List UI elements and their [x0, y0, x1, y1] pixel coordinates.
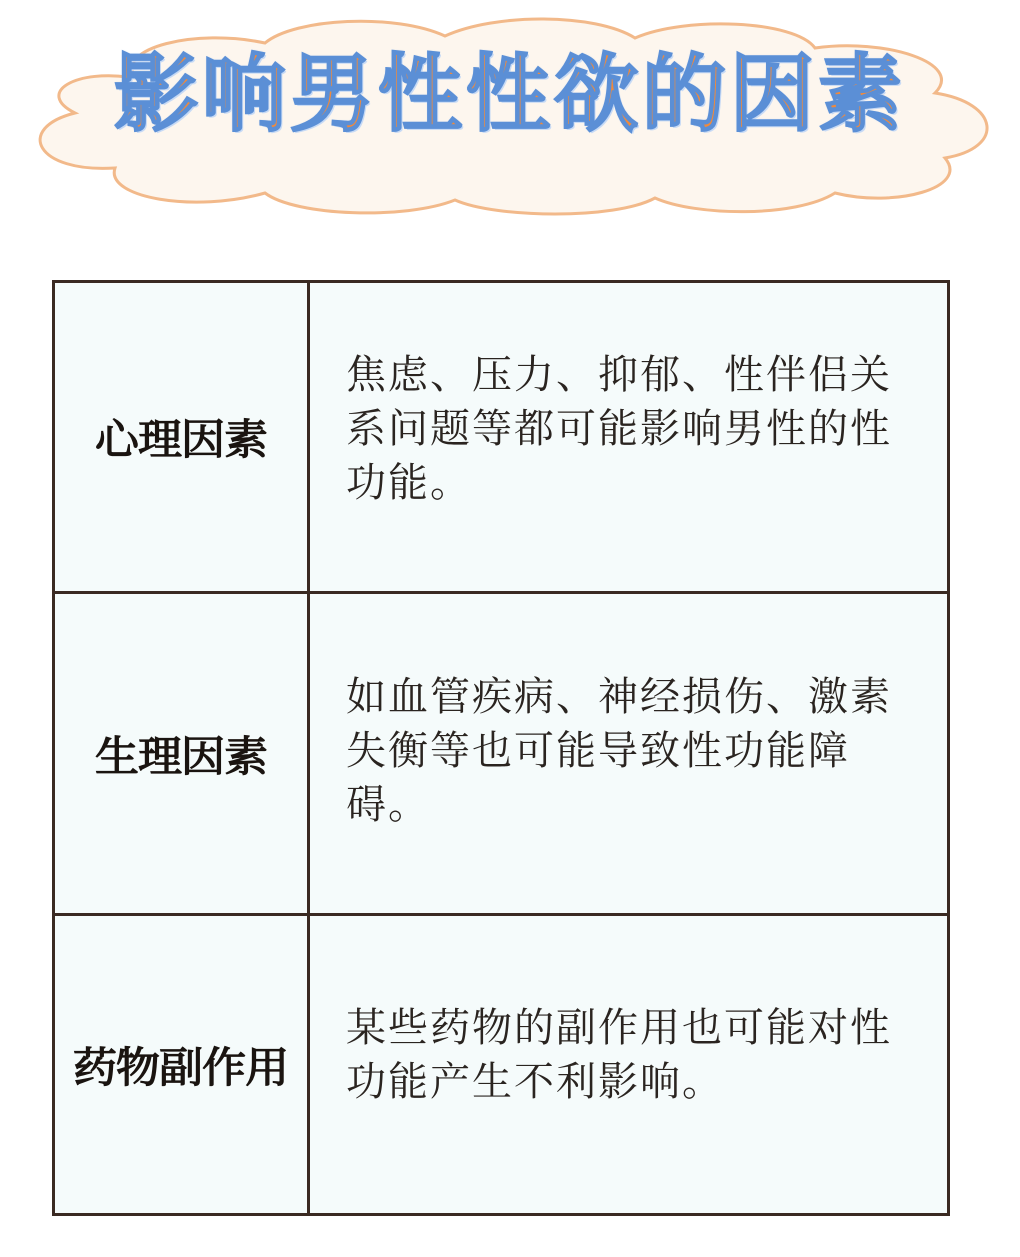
factor-description: 如血管疾病、神经损伤、激素失衡等也可能导致性功能障碍。 — [346, 673, 892, 828]
factor-label: 药物副作用 — [73, 1042, 289, 1092]
factor-label-cell — [55, 594, 310, 913]
factors-table — [52, 280, 950, 1216]
factor-label-cell — [55, 283, 310, 591]
factor-description-cell — [310, 594, 947, 913]
factor-description: 焦虑、压力、抑郁、性伴侣关系问题等都可能影响男性的性功能。 — [346, 352, 892, 506]
factor-label: 心理因素 — [94, 415, 268, 464]
factor-description-cell — [310, 283, 947, 591]
table-row-psychological — [55, 283, 947, 591]
factor-description: 某些药物的副作用也可能对性功能产生不利影响。 — [346, 1004, 892, 1105]
table-row-medication — [55, 913, 947, 1213]
factor-label-cell — [55, 916, 310, 1213]
table-row-physiological — [55, 591, 947, 913]
factor-description-cell — [310, 916, 947, 1213]
factor-label: 生理因素 — [94, 731, 268, 781]
page-title: 影响男性性欲的因素 — [113, 45, 906, 143]
